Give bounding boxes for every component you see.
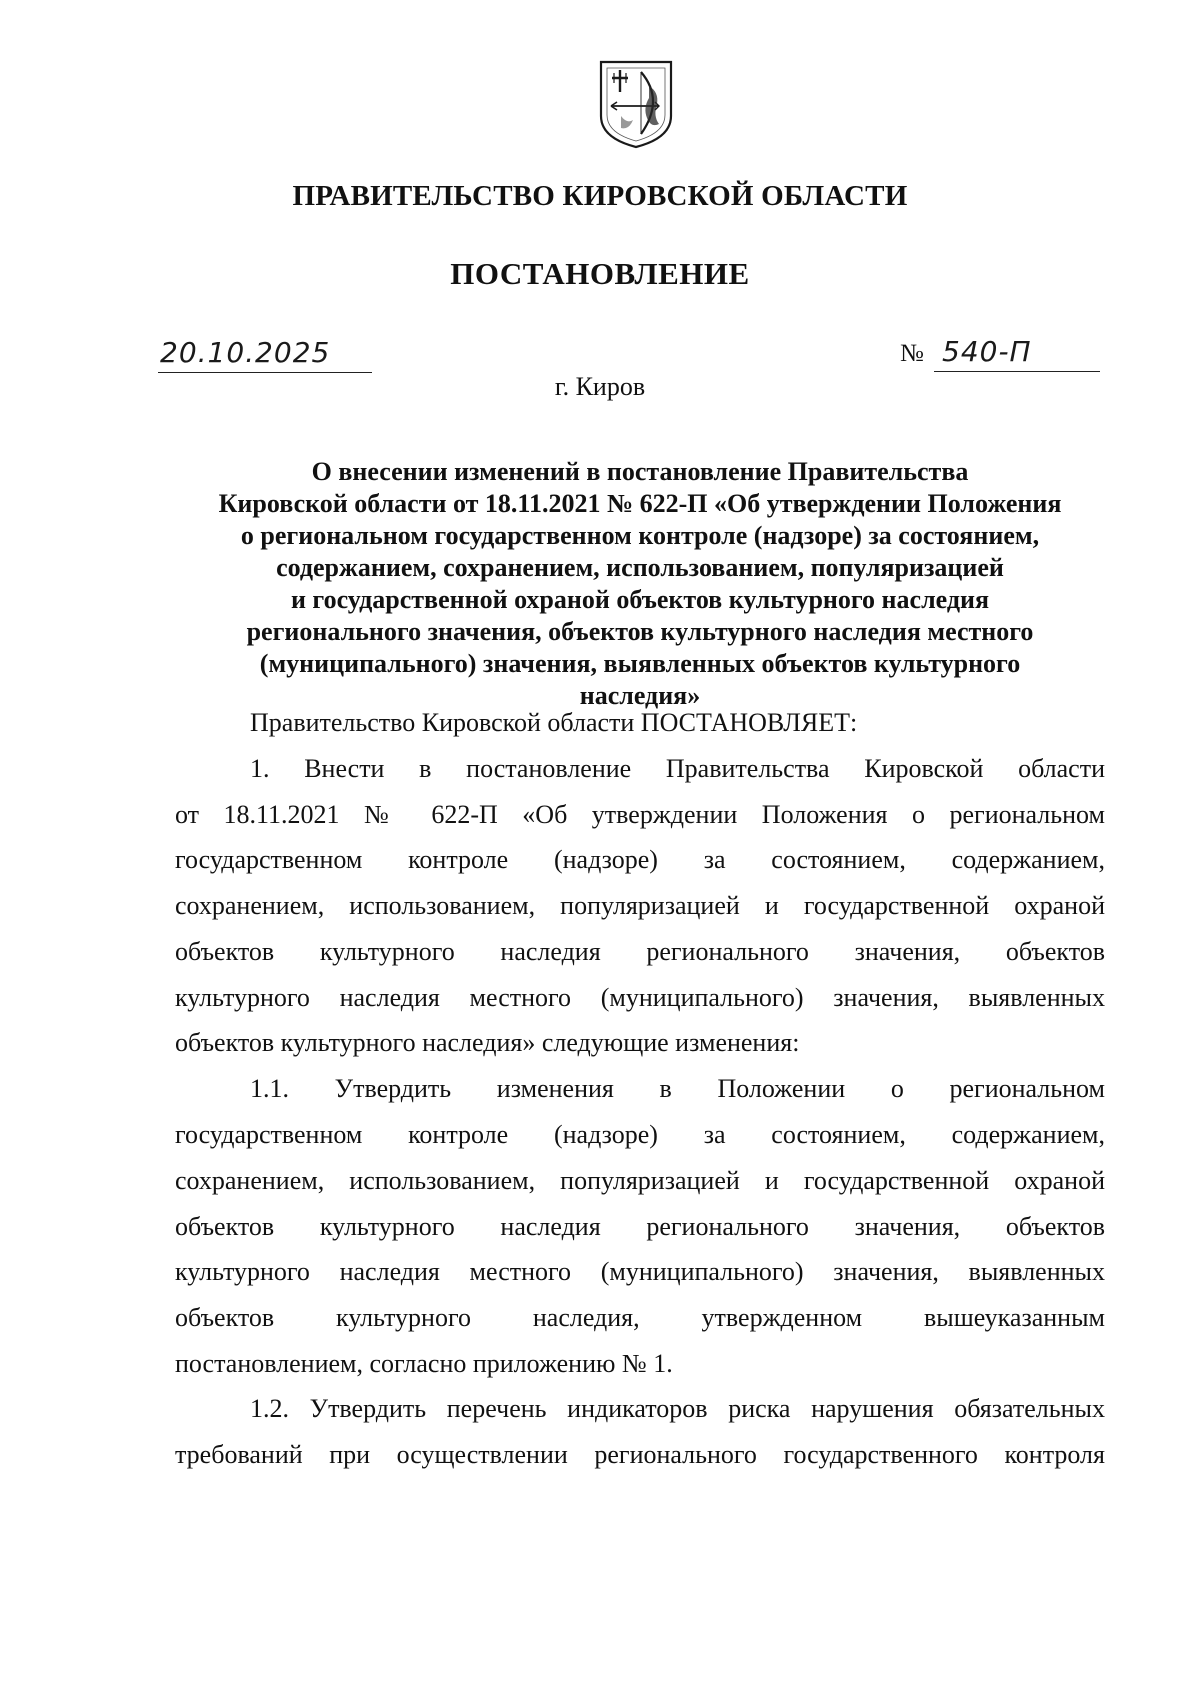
document-type: ПОСТАНОВЛЕНИЕ [450, 256, 750, 291]
subject-heading [175, 456, 1105, 712]
subject-line: и государственной охраной объектов культурного наследия [290, 585, 990, 614]
number-value: 540-П [942, 335, 1032, 368]
item1-line: объектов культурного наследия» следующие изменения: [175, 1028, 800, 1057]
subject-line: (муниципального) значения, выявленных объектов культурного [259, 649, 1021, 678]
item1-1-line: объектов культурного наследия, утвержденном вышеуказанным [175, 1303, 1105, 1332]
subject-line: О внесении изменений в постановление Правительства [311, 457, 969, 486]
item1-line: культурного наследия местного (муниципального) значения, выявленных [175, 983, 1105, 1012]
item1-line: сохранением, использованием, популяризацией и государственной охраной [175, 891, 1105, 920]
coat-of-arms-icon [597, 58, 675, 150]
item1-line: от 18.11.2021 № 622-П «Об утверждении Положения о региональном [175, 800, 1105, 829]
item1-line: 1. Внести в постановление Правительства Кировской области [250, 754, 1105, 783]
subject-line: о региональном государственном контроле (надзоре) за состоянием, [240, 521, 1040, 550]
item1-1-line: государственном контроле (надзоре) за состоянием, содержанием, [175, 1120, 1105, 1149]
number-field [900, 334, 1100, 372]
government-title: ПРАВИТЕЛЬСТВО КИРОВСКОЙ ОБЛАСТИ [292, 180, 908, 212]
date-value: 20.10.2025 [160, 336, 331, 369]
item1-1-line: объектов культурного наследия регионального значения, объектов [175, 1212, 1105, 1241]
item1-2-line: 1.2. Утвердить перечень индикаторов риска нарушения обязательных [250, 1394, 1105, 1423]
preamble: Правительство Кировской области ПОСТАНОВЛЯЕТ: [250, 708, 858, 737]
date-field [158, 334, 372, 373]
item1-1-line: культурного наследия местного (муниципального) значения, выявленных [175, 1257, 1105, 1286]
item1-1-line: сохранением, использованием, популяризацией и государственной охраной [175, 1166, 1105, 1195]
item1-1-line: 1.1. Утвердить изменения в Положении о региональном [250, 1074, 1105, 1103]
subject-line: содержанием, сохранением, использованием, популяризацией [276, 553, 1004, 582]
item1-1-line: постановлением, согласно приложению № 1. [175, 1349, 673, 1378]
subject-line: регионального значения, объектов культурного наследия местного [246, 617, 1034, 646]
item1-line: объектов культурного наследия регионального значения, объектов [175, 937, 1105, 966]
number-line [934, 334, 1100, 372]
city-label: г. Киров [554, 372, 646, 401]
subject-line: Кировской области от 18.11.2021 № 622-П «Об утверждении Положения [218, 489, 1062, 518]
item1-line: государственном контроле (надзоре) за состоянием, содержанием, [175, 845, 1105, 874]
item1-2-line: требований при осуществлении регионального государственного контроля [175, 1440, 1105, 1469]
subject-line: наследия» [579, 681, 701, 710]
number-sign: № [900, 340, 924, 367]
